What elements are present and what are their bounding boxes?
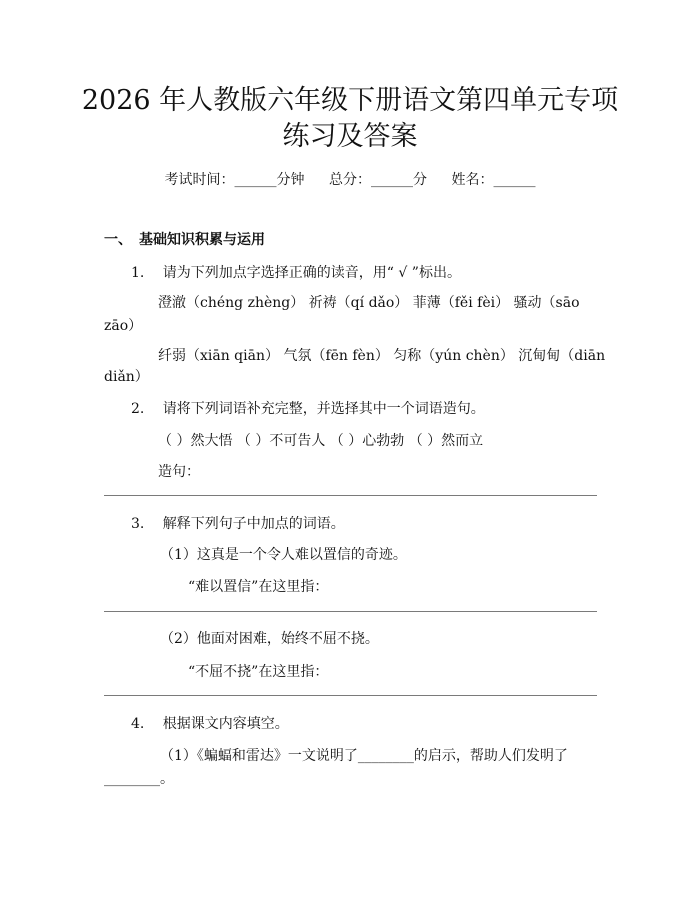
exam-meta bbox=[0, 169, 700, 189]
question-2-words: （ ）然大悟 （ ）不可告人 （ ）心勃勃 （ ）然而立 bbox=[158, 433, 484, 449]
question-4-item-1-cont: ________。 bbox=[104, 771, 174, 787]
exam-name: 姓名：______ bbox=[451, 172, 536, 188]
answer-line[interactable] bbox=[104, 495, 597, 496]
question-1-row-1: 澄澈（chéng zhèng） 祈祷（qí dǎo） 菲薄（fěi fèi） 骚动（sāo bbox=[158, 295, 580, 311]
page-title: 2026 年人教版六年级下册语文第四单元专项 bbox=[81, 85, 619, 116]
question-3-prompt: 3. 解释下列句子中加点的词语。 bbox=[131, 516, 345, 532]
question-4-item-1: （1）《蝙蝠和雷达》一文说明了________的启示，帮助人们发明了 bbox=[160, 748, 568, 764]
question-4-prompt: 4. 根据课文内容填空。 bbox=[131, 716, 289, 732]
section-heading: 一、 基础知识积累与运用 bbox=[104, 232, 265, 248]
question-1-prompt: 1. 请为下列加点字选择正确的读音，用“ √ ”标出。 bbox=[131, 265, 461, 281]
answer-line[interactable] bbox=[104, 611, 597, 612]
question-2-sentence-label: 造句： bbox=[158, 464, 200, 480]
exam-time: 考试时间：______分钟 bbox=[164, 172, 305, 188]
question-2-prompt: 2. 请将下列词语补充完整，并选择其中一个词语造句。 bbox=[131, 401, 485, 417]
question-1-row-2: 纤弱（xiān qiān） 气氛（fēn fèn） 匀称（yún chèn） 沉甸甸（diān bbox=[158, 348, 606, 364]
question-3-item-1: （1）这真是一个令人难以置信的奇迹。 bbox=[160, 547, 407, 563]
question-1-row-1-cont: zāo） bbox=[104, 318, 143, 334]
question-3-item-2-answer-label: “不屈不挠”在这里指： bbox=[188, 664, 329, 680]
question-3-item-1-answer-label: “难以置信”在这里指： bbox=[188, 579, 329, 595]
exam-score: 总分：______分 bbox=[329, 172, 427, 188]
answer-line[interactable] bbox=[104, 695, 597, 696]
page-title-line-2: 练习及答案 bbox=[282, 121, 418, 152]
question-3-item-2: （2）他面对困难，始终不屈不挠。 bbox=[160, 631, 379, 647]
question-1-row-2-cont: diǎn） bbox=[104, 369, 149, 385]
